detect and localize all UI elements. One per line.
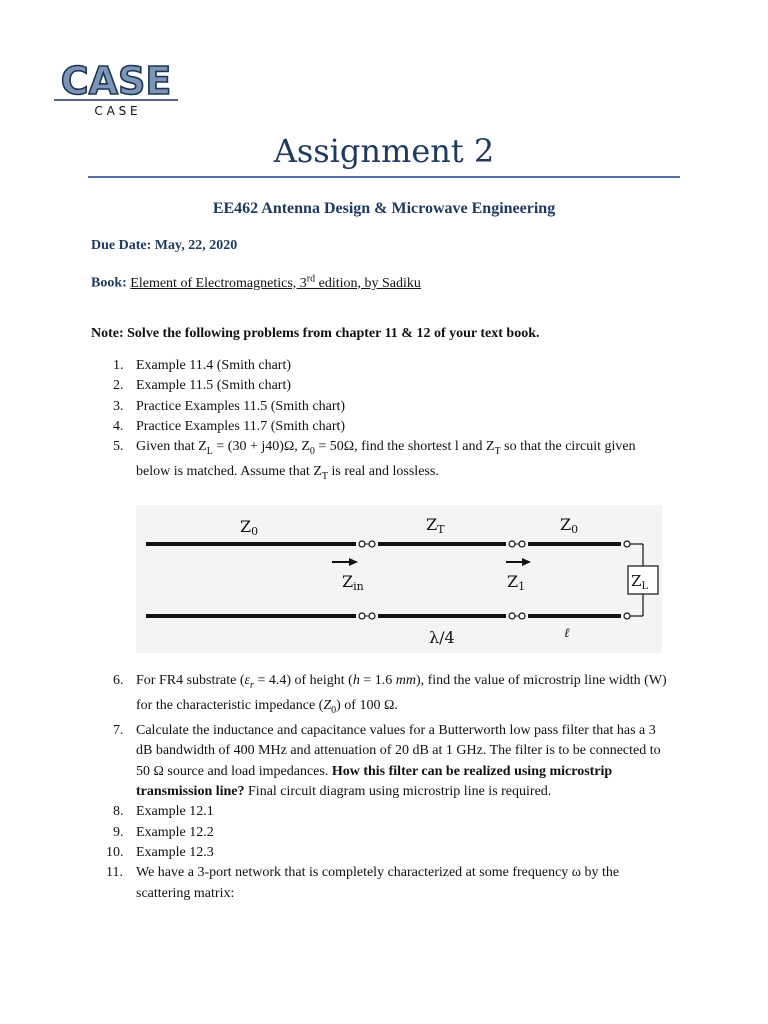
list-item: 6. For FR4 substrate $(\varepsilon_r = 4.4)$ of height (h = 1.6 mm), find the value of microstrip line width (W) for the characteristic impedance $(Z_0)$ of 100 Ω. [113,673,667,716]
list-item: 4. Practice Examples 11.7 (Smith chart) [113,418,346,434]
svg-text:ZL: $Z_L$ [631,572,649,592]
logo-mark: CASE [60,59,172,103]
list-item: 8. Example 12.1 [113,804,214,820]
list-item: 10. Example 12.3 [106,844,214,860]
svg-text:ℓ: ℓ [564,626,570,641]
svg-text:Z0: Z0 [240,517,259,538]
problem-list [91,356,671,487]
book-label: Book: [91,275,127,291]
svg-text:ZT: ZT [426,515,445,536]
due-date: Due Date: May, 22, 2020 [91,238,238,253]
course-subtitle: EE462 Antenna Design & Microwave Engineering [212,200,556,217]
transmission-line-circuit [136,505,662,653]
list-item: 9. Example 12.2 [113,824,214,840]
book-title: Element of Electromagnetics, 3rd edition, by Sadiku [130,273,421,291]
book-reference [91,273,421,292]
list-item: 11. We have a 3-port network that is completely characterized at some frequency ω by the scattering matrix: [106,865,620,901]
note: Note: Solve the following problems from chapter 11 & 12 of your text book. [91,326,540,341]
case-logo [50,58,182,118]
svg-text:Zin: Zin [342,572,364,593]
list-item: 7. Calculate the inductance and capacitance values for a Butterworth low pass filter that has a 3 dB bandwidth of 400 MHz and attenuation of 20 dB at 1 GHz. The filter is to be connected to 50 Ω source and load impedances. How this filter can be realized using microstrip transmission line? Final circuit diagram using microstrip line is required. [113,723,661,800]
list-item: 5. Given that $Z_L = (30 + j40)\Omega$, $Z_0 = 50\Omega$, find the shortest l and $Z_T$ so that the circuit given below is matched. Assume that $Z_T$ is real and lossless. [113,439,636,483]
list-item: 3. Practice Examples 11.5 (Smith chart) [113,398,346,414]
list-item: 1. Example 11.4 (Smith chart) [113,358,291,373]
svg-text:λ/4: λ/4 [429,628,455,647]
page-title: Assignment 2 [273,132,495,170]
title-divider [88,176,680,178]
problem-list-continued [91,671,671,904]
svg-text:Z0: Z0 [560,515,579,536]
logo-label: C A S E [94,104,138,118]
list-item: 2. Example 11.5 (Smith chart) [113,378,291,394]
svg-text:Z1: Z1 [507,572,526,593]
